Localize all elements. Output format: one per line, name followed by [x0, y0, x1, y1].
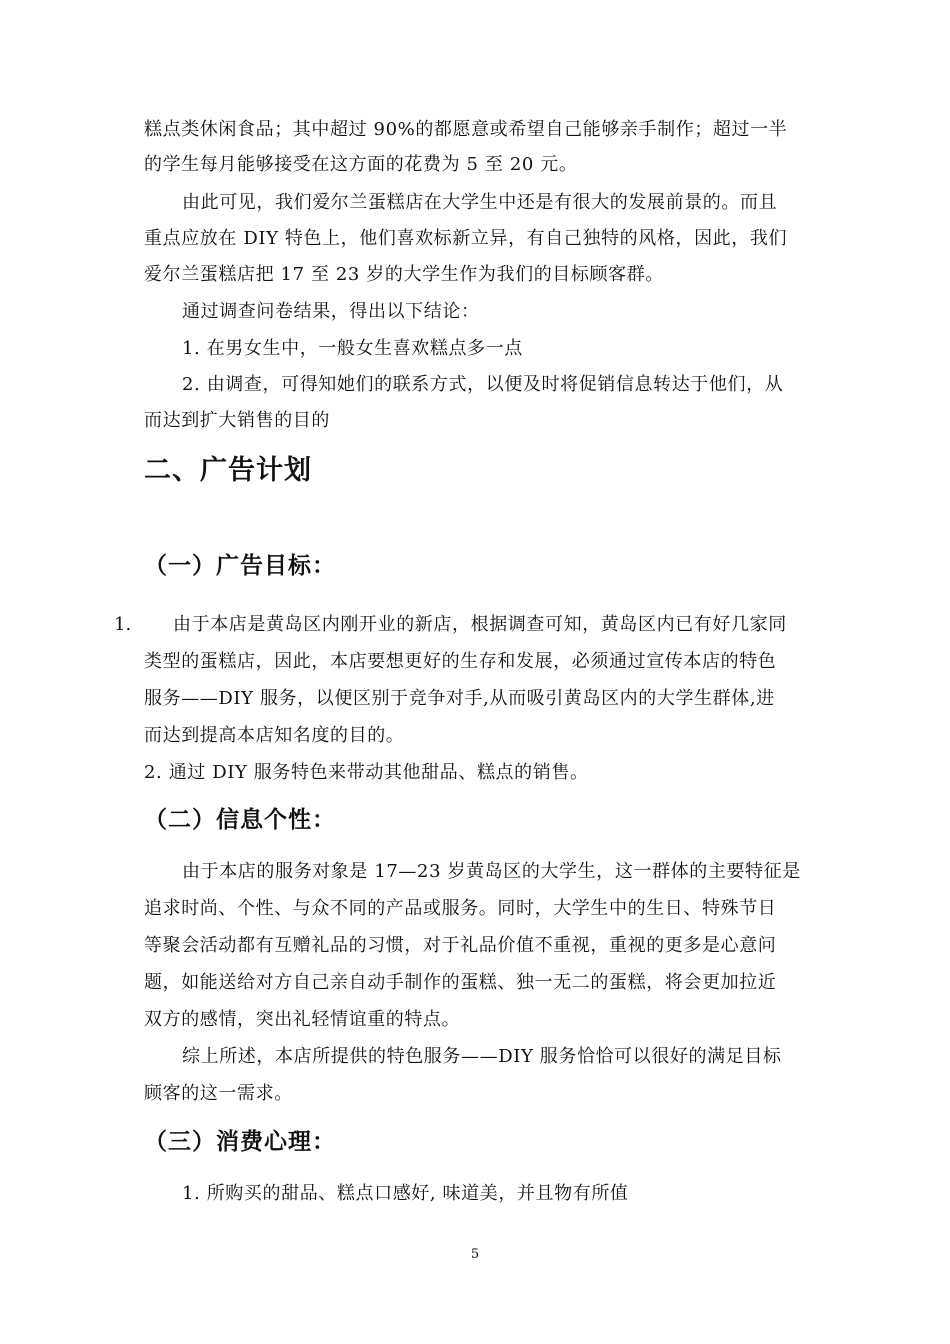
paragraph-2-line-1: 由此可见，我们爱尔兰蛋糕店在大学生中还是有很大的发展前景的。而且 [182, 192, 778, 213]
goal-1-line-1: 由于本店是黄岛区内刚开业的新店，根据调查可知，黄岛区内已有好几家同 [173, 614, 787, 635]
subsection-3-title: （三）消费心理： [144, 1129, 336, 1155]
goal-1-line-4: 而达到提高本店知名度的目的。 [144, 725, 405, 746]
conclusion-1-line-1: 1. 在男女生中，一般女生喜欢糕点多一点 [182, 338, 523, 359]
personality-paragraph-1-line-2: 追求时尚、个性、与众不同的产品或服务。同时，大学生中的生日、特殊节日 [144, 898, 777, 919]
paragraph-2-line-3: 爱尔兰蛋糕店把 17 至 23 岁的大学生作为我们的目标顾客群。 [144, 264, 664, 285]
page-number: 5 [470, 1247, 480, 1262]
psychology-1-line-1: 1. 所购买的甜品、糕点口感好, 味道美，并且物有所值 [182, 1183, 629, 1204]
conclusion-2-line-2: 而达到扩大销售的目的 [144, 410, 330, 431]
paragraph-3-line-1: 通过调查问卷结果，得出以下结论： [182, 301, 480, 322]
goal-1-line-3: 服务——DIY 服务，以便区别于竞争对手,从而吸引黄岛区内的大学生群体,进 [144, 688, 775, 709]
personality-paragraph-1-line-3: 等聚会活动都有互赠礼品的习惯，对于礼品价值不重视，重视的更多是心意问 [144, 935, 777, 956]
personality-paragraph-1-line-5: 双方的感情，突出礼轻情谊重的特点。 [144, 1009, 461, 1030]
personality-paragraph-1-line-1: 由于本店的服务对象是 17—23 岁黄岛区的大学生，这一群体的主要特征是 [182, 861, 801, 882]
personality-paragraph-2-line-2: 顾客的这一需求。 [144, 1083, 293, 1104]
subsection-2-title: （二）信息个性： [144, 807, 336, 833]
paragraph-1-line-1: 糕点类休闲食品；其中超过 90%的都愿意或希望自己能够亲手制作；超过一半 [144, 119, 788, 140]
goal-1-line-2: 类型的蛋糕店，因此，本店要想更好的生存和发展，必须通过宣传本店的特色 [144, 651, 777, 672]
goal-2-line-1: 2. 通过 DIY 服务特色来带动其他甜品、糕点的销售。 [144, 762, 589, 783]
personality-paragraph-1-line-4: 题，如能送给对方自己亲自动手制作的蛋糕、独一无二的蛋糕，将会更加拉近 [144, 972, 777, 993]
goal-1-number: 1. [114, 614, 132, 635]
paragraph-1-line-2: 的学生每月能够接受在这方面的花费为 5 至 20 元。 [144, 154, 578, 175]
subsection-1-title: （一）广告目标： [144, 553, 336, 579]
paragraph-2-line-2: 重点应放在 DIY 特色上，他们喜欢标新立异，有自己独特的风格，因此，我们 [144, 228, 788, 249]
section-2-title: 二、广告计划 [144, 455, 312, 486]
personality-paragraph-2-line-1: 综上所述，本店所提供的特色服务——DIY 服务恰恰可以很好的满足目标 [182, 1046, 782, 1067]
conclusion-2-line-1: 2. 由调查，可得知她们的联系方式，以便及时将促销信息转达于他们，从 [182, 374, 784, 395]
